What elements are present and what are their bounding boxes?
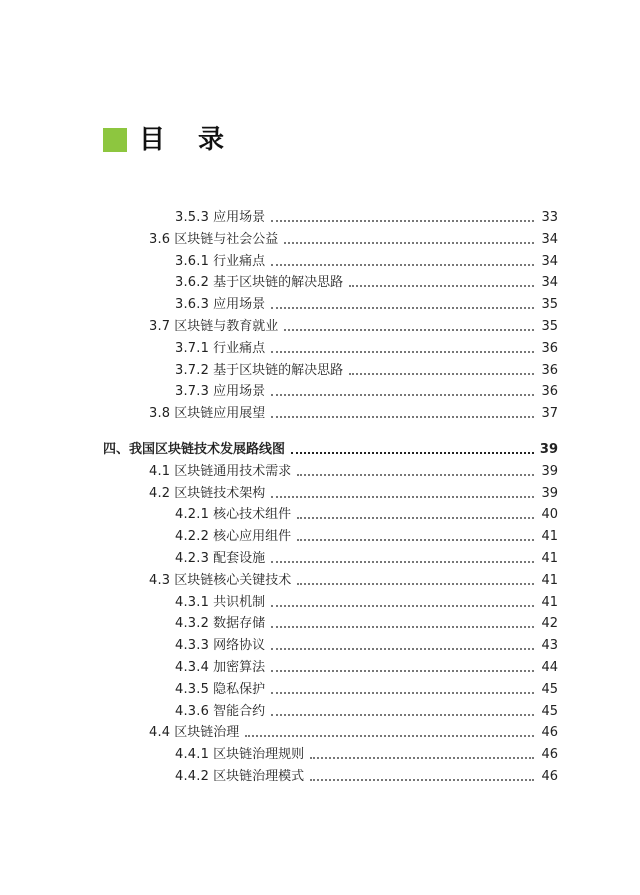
toc-entry-page: 40: [541, 507, 558, 523]
toc-entry-title: 应用场景: [213, 210, 266, 225]
toc-entry-title: 区块链与社会公益: [174, 231, 279, 247]
toc-entry[interactable]: [175, 635, 558, 657]
green-square-icon: [103, 128, 127, 152]
toc-entry[interactable]: [175, 381, 558, 403]
toc-entry-number: 4.1: [149, 463, 171, 479]
toc-entry-number: 3.7.1: [175, 340, 210, 356]
toc-entry-title: 区块链治理规则: [213, 747, 305, 763]
toc-entry-number: 4.3: [149, 572, 171, 588]
toc-heading: [103, 124, 236, 156]
toc-entry[interactable]: [149, 570, 558, 592]
toc-entry-page: 33: [541, 210, 558, 225]
dot-leader: [297, 583, 534, 585]
toc-entry[interactable]: [175, 294, 558, 316]
dot-leader: [271, 307, 534, 309]
dot-leader: [284, 329, 534, 331]
toc-entry-title: 核心技术组件: [213, 507, 292, 523]
toc-entry[interactable]: [175, 657, 558, 679]
toc-entry[interactable]: [175, 744, 558, 766]
dot-leader: [291, 452, 534, 454]
toc-entry[interactable]: [175, 338, 558, 360]
toc-chapter-entry[interactable]: [103, 439, 558, 461]
toc-entry-title: 加密算法: [213, 660, 266, 675]
toc-entry-title: 配套设施: [213, 551, 266, 566]
toc-entry-title: 隐私保护: [213, 681, 266, 697]
toc-entry-number: 4.4.2: [175, 769, 210, 784]
toc-entry-title: 应用场景: [213, 384, 266, 400]
dot-leader: [297, 517, 534, 519]
toc-entry-page: 34: [541, 275, 558, 291]
dot-leader: [349, 285, 534, 287]
toc-entry-title: 基于区块链的解决思路: [213, 362, 344, 378]
dot-leader: [297, 474, 534, 476]
toc-entry[interactable]: [175, 613, 558, 635]
toc-entry-page: 41: [541, 551, 558, 566]
toc-entry-title: 行业痛点: [213, 253, 266, 269]
dot-leader: [271, 496, 534, 498]
toc-entry-number: 3.8: [149, 406, 171, 422]
toc-entry-number: 4.2.2: [175, 529, 210, 545]
toc-entry[interactable]: [175, 548, 558, 570]
toc-entry-number: 4.3.4: [175, 660, 210, 675]
toc-entry-title: 区块链治理模式: [213, 769, 305, 784]
dot-leader: [271, 561, 534, 563]
toc-entry-title: 基于区块链的解决思路: [213, 275, 344, 291]
toc-entry-page: 36: [541, 340, 558, 356]
dot-leader: [271, 648, 534, 650]
toc-entry-title: 行业痛点: [213, 340, 266, 356]
dot-leader: [310, 779, 534, 781]
toc-entry-number: 3.6.3: [175, 297, 210, 313]
toc-entry-number: 4.4: [149, 725, 171, 741]
dot-leader: [284, 242, 534, 244]
dot-leader: [271, 264, 534, 266]
toc-entry-number: 4.3.3: [175, 638, 210, 654]
toc-entry-number: 3.6: [149, 231, 171, 247]
toc-entry-title: 核心应用组件: [213, 529, 292, 545]
toc-entry[interactable]: [175, 504, 558, 526]
toc-entry-number: 4.3.5: [175, 681, 210, 697]
dot-leader: [271, 605, 534, 607]
dot-leader: [271, 692, 534, 694]
toc-entry-page: 46: [541, 747, 558, 763]
toc-entry[interactable]: [175, 766, 558, 788]
dot-leader: [271, 220, 534, 222]
toc-entry-page: 43: [541, 638, 558, 654]
dot-leader: [271, 394, 534, 396]
toc-entry-number: 3.7: [149, 319, 171, 334]
toc-entry-page: 46: [541, 769, 558, 784]
toc-entry-page: 36: [541, 384, 558, 400]
toc-entry-title: 数据存储: [213, 616, 266, 632]
toc-entry-title: 区块链核心关键技术: [174, 572, 292, 588]
toc-entry[interactable]: [175, 251, 558, 273]
toc-entry[interactable]: [175, 272, 558, 294]
toc-entry[interactable]: [149, 229, 558, 251]
toc-entry-number: 4.2.3: [175, 551, 210, 566]
toc-entry-title: 智能合约: [213, 703, 266, 719]
toc-entry-page: 36: [541, 362, 558, 378]
dot-leader: [271, 351, 534, 353]
dot-leader: [271, 670, 534, 672]
toc-entry-page: 39: [539, 442, 558, 457]
toc-entry-number: 4.3.2: [175, 616, 210, 632]
dot-leader: [271, 714, 534, 716]
toc-entry-number: 3.6.1: [175, 253, 210, 269]
toc-entry[interactable]: [149, 461, 558, 483]
toc-entry-page: 34: [541, 253, 558, 269]
toc-entry-page: 35: [541, 297, 558, 313]
toc-entry-number: 4.4.1: [175, 747, 210, 763]
toc-entry[interactable]: [175, 592, 558, 614]
toc-entry-title: 区块链治理: [174, 725, 240, 741]
toc-entry-page: 37: [541, 406, 558, 422]
dot-leader: [271, 626, 534, 628]
toc-entry-title: 四、我国区块链技术发展路线图: [103, 442, 286, 457]
dot-leader: [271, 416, 534, 418]
toc-entry-page: 39: [541, 485, 558, 501]
toc-entry-number: 3.7.2: [175, 362, 210, 378]
toc-entry-page: 39: [541, 463, 558, 479]
toc-entry-title: 区块链与教育就业: [174, 319, 279, 334]
toc-entry-title: 应用场景: [213, 297, 266, 313]
toc-entry-page: 41: [541, 529, 558, 545]
toc-entry-title: 网络协议: [213, 638, 266, 654]
toc-entry[interactable]: [149, 403, 558, 425]
toc-entry[interactable]: [149, 722, 558, 744]
toc-entry-number: 3.7.3: [175, 384, 210, 400]
toc-entry-page: 34: [541, 231, 558, 247]
dot-leader: [349, 373, 534, 375]
toc-entry[interactable]: [175, 526, 558, 548]
toc-entry[interactable]: [149, 483, 558, 505]
toc-entry-page: 44: [541, 660, 558, 675]
toc-entry-page: 41: [541, 594, 558, 610]
toc-entry-page: 41: [541, 572, 558, 588]
toc-entry-page: 45: [541, 703, 558, 719]
toc-entry[interactable]: [175, 679, 558, 701]
toc-entry-page: 46: [541, 725, 558, 741]
toc-entry-title: 共识机制: [213, 594, 266, 610]
toc-entry-page: 42: [541, 616, 558, 632]
toc-entry[interactable]: [175, 207, 558, 229]
toc-entry[interactable]: [175, 360, 558, 382]
toc-entry-title: 区块链技术架构: [174, 485, 266, 501]
page-title: 目 录: [139, 125, 237, 155]
dot-leader: [297, 539, 534, 541]
toc-entry-page: 45: [541, 681, 558, 697]
toc-entry-number: 4.3.1: [175, 594, 210, 610]
toc-entry[interactable]: [175, 701, 558, 723]
toc-entry-number: 4.2: [149, 485, 171, 501]
dot-leader: [310, 757, 534, 759]
dot-leader: [245, 735, 534, 737]
toc-entry-title: 区块链应用展望: [174, 406, 266, 422]
toc-entry-number: 3.5.3: [175, 210, 210, 225]
toc-entry-number: 4.3.6: [175, 703, 210, 719]
toc-entry-number: 4.2.1: [175, 507, 210, 523]
toc-entry-title: 区块链通用技术需求: [174, 463, 292, 479]
toc-entry-page: 35: [541, 319, 558, 334]
toc-entry-number: 3.6.2: [175, 275, 210, 291]
toc-entry[interactable]: [149, 316, 558, 338]
